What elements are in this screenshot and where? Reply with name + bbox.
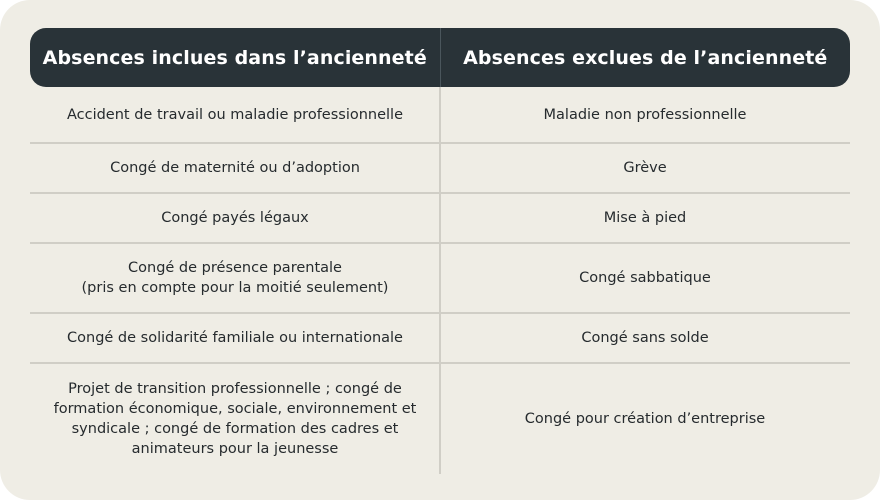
cell-line: Congé payés légaux: [161, 210, 309, 226]
cell-excluded: [440, 144, 850, 192]
cell-line: animateurs pour la jeunesse: [131, 441, 339, 457]
cell-line: Projet de transition professionnelle ; congé de: [68, 381, 402, 397]
cell-included: [30, 364, 440, 474]
table-header: [30, 28, 850, 87]
cell-line: syndicale ; congé de formation des cadres et: [71, 421, 399, 437]
cell-line: Congé de présence parentale: [128, 260, 342, 276]
cell-excluded: [440, 194, 850, 242]
cell-text: [579, 268, 711, 288]
cell-line: Congé sabbatique: [579, 270, 711, 286]
cell-included: [30, 194, 440, 242]
cell-line: Maladie non professionnelle: [543, 106, 747, 123]
table-row: [30, 194, 850, 244]
cell-text: [110, 158, 360, 178]
cell-line: Accident de travail ou maladie professionnelle: [66, 106, 404, 123]
cell-excluded: [440, 87, 850, 142]
cell-text: [161, 208, 309, 228]
cell-line: formation économique, sociale, environnement et: [53, 401, 417, 417]
cell-excluded: [440, 314, 850, 362]
cell-line: Congé de solidarité familiale ou internationale: [67, 330, 403, 346]
cell-line: Congé sans solde: [581, 330, 709, 346]
cell-line: Congé de maternité ou d’adoption: [110, 160, 360, 176]
cell-text: [82, 258, 389, 298]
table-row: [30, 244, 850, 314]
cell-text: [544, 105, 747, 125]
table-row: [30, 314, 850, 364]
table-row: [30, 144, 850, 194]
cell-line: Grève: [623, 160, 667, 176]
cell-included: [30, 87, 440, 142]
cell-included: [30, 144, 440, 192]
cell-text: [581, 328, 708, 348]
cell-line: Mise à pied: [603, 210, 687, 226]
cell-text: [67, 105, 403, 125]
table-row: [30, 364, 850, 474]
cell-text: [525, 409, 765, 429]
cell-line: (pris en compte pour la moitié seulement): [81, 280, 389, 296]
header-included: Absences inclues dans l’ancienneté: [42, 46, 427, 69]
table-row: [30, 87, 850, 144]
cell-line: Congé pour création d’entreprise: [524, 411, 766, 427]
cell-text: [54, 379, 417, 459]
seniority-absences-table: [30, 28, 850, 474]
cell-included: [30, 244, 440, 312]
cell-included: [30, 314, 440, 362]
cell-text: [67, 328, 403, 348]
table-body: [30, 87, 850, 474]
cell-text: [623, 158, 666, 178]
cell-excluded: [440, 364, 850, 474]
cell-excluded: [440, 244, 850, 312]
cell-text: [604, 208, 686, 228]
header-excluded: Absences exclues de l’ancienneté: [440, 28, 851, 87]
